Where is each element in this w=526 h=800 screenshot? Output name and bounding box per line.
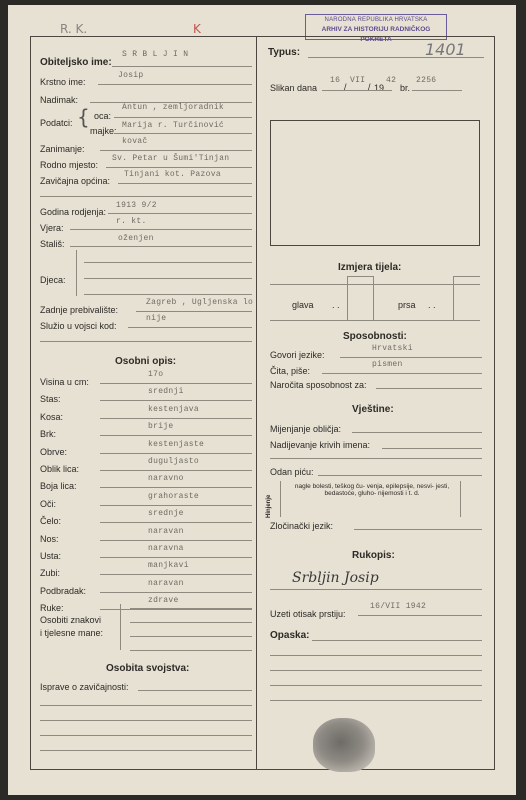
godina-rodjenja-value: 1913 9/2 (116, 201, 157, 210)
opaska-label: Opaska: (270, 630, 310, 641)
odan-line (318, 475, 482, 476)
opis-label: Visina u cm: (40, 377, 89, 387)
slikan-day: 16 (330, 76, 341, 85)
opaska-line-1 (312, 640, 482, 641)
br-line (412, 90, 462, 91)
prsa-label: prsa (398, 300, 416, 310)
stalis-line (70, 246, 252, 247)
opis-label: Oči: (40, 499, 57, 509)
rodno-mjesto-value: Sv. Petar u Šumi'Tinjan (112, 154, 230, 163)
hinjenje-text: nagle bolesti, teškog ču- venja, epilepsije, nesvi- jesti, bedastoće, gluho- nijemosti i t. d. (294, 483, 450, 497)
opis-label: Zubi: (40, 568, 61, 578)
osobiti-znakovi-label: Osobiti znakovi (40, 615, 102, 625)
sluzio-value: nije (146, 314, 167, 323)
obiteljsko-ime-value: S R B L J I N (122, 50, 189, 59)
column-divider (256, 36, 257, 770)
vjera-line (70, 229, 252, 230)
typus-number: 1401 (425, 40, 466, 59)
opaska-line-4 (270, 685, 482, 686)
zavicajna-opcina-value: Tinjani kot. Pazova (124, 170, 221, 179)
opis-line (100, 592, 252, 593)
opis-value: kestenjaste (148, 440, 205, 449)
stamp-line-1: NARODNA REPUBLIKA HRVATSKA (324, 17, 428, 23)
podatci-label: Podatci: (40, 118, 73, 128)
rukopis-title: Rukopis: (352, 550, 395, 561)
godina-rodjenja-label: Godina rodjenja: (40, 207, 107, 217)
red-mark: K (193, 22, 201, 36)
narocita-label: Naročita sposobnost za: (270, 380, 367, 390)
opis-value: naravno (148, 474, 184, 483)
svojstva-line-2 (40, 720, 252, 721)
opis-line (100, 487, 252, 488)
mijenjanje-line (352, 432, 482, 433)
fingerprint (313, 718, 375, 772)
opis-value: manjkavi (148, 561, 189, 570)
blank-line-1 (40, 196, 252, 197)
opis-value: brije (148, 422, 174, 431)
uzeti-line (358, 615, 482, 616)
svojstva-line-1 (40, 705, 252, 706)
krstno-ime-label: Krstno ime: (40, 77, 86, 87)
zadnje-prebivaliste-value: Zagreb , Ugljenska lo (146, 298, 254, 307)
znakovi-line-2 (130, 622, 252, 623)
opis-line (100, 383, 252, 384)
opis-label: Nos: (40, 534, 59, 544)
opis-line (100, 400, 252, 401)
vjestine-title: Vještine: (352, 404, 394, 415)
oca-line (114, 117, 252, 118)
mijenjanje-label: Mijenjanje obličja: (270, 424, 342, 434)
svojstva-line-3 (40, 735, 252, 736)
majke-line (114, 133, 252, 134)
cita-label: Čita, piše: (270, 366, 311, 376)
djeca-line-2 (84, 278, 252, 279)
opis-value: srednje (148, 509, 184, 518)
majke-value: Marija r. Turčinović (122, 121, 225, 130)
nadimak-label: Nadimak: (40, 95, 79, 105)
br-value: 2256 (416, 76, 437, 85)
slikan-label: Slikan dana (270, 83, 318, 93)
hinjenje-bracket-right (460, 481, 461, 517)
slikan-separator-2: / (368, 82, 371, 92)
prsa-dots: . . (428, 300, 436, 310)
znakovi-line-4 (130, 650, 252, 651)
krstno-ime-line (98, 84, 252, 85)
stalis-value: oženjen (118, 234, 154, 243)
izmjera-title: Izmjera tijela: (338, 262, 402, 273)
blank-line-2 (40, 341, 252, 342)
opis-line (100, 574, 252, 575)
slikan-year-prefix: 19 (374, 83, 385, 93)
vjera-label: Vjera: (40, 223, 64, 233)
rodno-mjesto-label: Rodno mjesto: (40, 160, 99, 170)
opis-value: 17o (148, 370, 164, 379)
znakovi-line-1 (130, 608, 252, 609)
opis-label: Podbradak: (40, 586, 87, 596)
opis-line (100, 453, 252, 454)
uzeti-value: 16/VII 1942 (370, 602, 427, 611)
sluzio-line (128, 327, 252, 328)
photo-frame (270, 120, 480, 246)
djeca-line-1 (84, 262, 252, 263)
zanimanje-label: Zanimanje: (40, 144, 85, 154)
glava-box-left (347, 276, 348, 320)
zlocinacki-line (354, 529, 482, 530)
opis-value: naravna (148, 544, 184, 553)
hinjenje-bracket-left (280, 481, 281, 517)
zanimanje-line (100, 150, 252, 151)
opis-label: Ruke: (40, 603, 64, 613)
opis-label: Usta: (40, 551, 62, 561)
narocita-line (376, 388, 482, 389)
opis-label: Kosa: (40, 412, 64, 422)
osobni-opis-title: Osobni opis: (115, 356, 177, 367)
rodno-mjesto-line (106, 167, 252, 168)
opis-line (100, 540, 252, 541)
slikan-month: VII (350, 76, 366, 85)
obiteljsko-ime-line (112, 66, 252, 67)
svojstva-line-4 (40, 750, 252, 751)
opaska-line-3 (270, 670, 482, 671)
zlocinacki-label: Zločinački jezik: (270, 521, 334, 531)
vjestine-blank-line (270, 458, 482, 459)
djeca-label: Djeca: (40, 275, 66, 285)
govori-line (340, 357, 482, 358)
djeca-bracket (76, 250, 77, 296)
isprave-label: Isprave o zavičajnosti: (40, 682, 129, 692)
opis-label: Čelo: (40, 516, 62, 526)
zavicajna-opcina-label: Zavičajna općina: (40, 176, 111, 186)
odan-label: Odan piću: (270, 467, 314, 477)
hinjenje-vertical-label: Hinjenje (266, 494, 272, 518)
nadijevanje-line (382, 448, 482, 449)
glava-box-right (373, 276, 374, 320)
opis-line (100, 505, 252, 506)
opis-line (100, 435, 252, 436)
opis-line (100, 557, 252, 558)
prsa-box-left (453, 276, 454, 320)
majke-label: majke: (90, 126, 117, 136)
prsa-box-top (453, 276, 480, 277)
znakovi-line-3 (130, 636, 252, 637)
zadnje-prebivaliste-line (136, 311, 252, 312)
opis-line (100, 609, 252, 610)
sluzio-label: Služio u vojsci kod: (40, 321, 117, 331)
stamp-line-2: ARHIV ZA HISTORIJU RADNIČKOG POKRETA (321, 26, 431, 43)
opis-value: zdrave (148, 596, 179, 605)
opis-line (100, 418, 252, 419)
podatci-brace: { (77, 105, 90, 129)
typus-line (308, 57, 484, 58)
typus-label: Typus: (268, 47, 301, 58)
uzeti-label: Uzeti otisak prstiju: (270, 609, 346, 619)
sposobnosti-title: Sposobnosti: (343, 331, 407, 342)
opis-label: Stas: (40, 394, 61, 404)
cita-line (322, 373, 482, 374)
slikan-separator-1: / (344, 82, 347, 92)
obiteljsko-ime-label: Obiteljsko ime: (40, 57, 112, 68)
izmjera-bottom-line (270, 320, 480, 321)
opis-value: srednji (148, 387, 184, 396)
govori-value: Hrvatski (372, 344, 413, 353)
opaska-line-2 (270, 655, 482, 656)
stalis-label: Stališ: (40, 239, 65, 249)
opaska-line-5 (270, 700, 482, 701)
vjera-value: r. kt. (116, 217, 147, 226)
oca-value: Antun , zemljoradnik (122, 103, 225, 112)
pencil-mark: R. K. (60, 22, 88, 36)
godina-rodjenja-line (108, 213, 252, 214)
djeca-line-3 (84, 294, 252, 295)
opis-label: Oblik lica: (40, 464, 80, 474)
opis-value: naravan (148, 579, 184, 588)
znakovi-bracket (120, 604, 121, 650)
zanimanje-value: kovač (122, 137, 148, 146)
rukopis-line (270, 589, 482, 590)
opis-value: kestenjava (148, 405, 200, 414)
opis-line (100, 470, 252, 471)
slikan-year: 42 (386, 76, 397, 85)
krstno-ime-value: Josip (118, 71, 144, 80)
zavicajna-opcina-line (118, 183, 252, 184)
zadnje-prebivaliste-label: Zadnje prebivalište: (40, 305, 119, 315)
isprave-line (138, 690, 252, 691)
opis-label: Boja lica: (40, 481, 77, 491)
opis-value: grahoraste (148, 492, 200, 501)
glava-dots: . . (332, 300, 340, 310)
signature: Srbljin Josip (292, 570, 379, 586)
osobita-svojstva-title: Osobita svojstva: (106, 663, 190, 674)
opis-value: duguljasto (148, 457, 200, 466)
izmjera-top-line (270, 284, 480, 285)
br-label: br. (400, 83, 411, 93)
glava-box-top (347, 276, 373, 277)
tjelesne-mane-label: i tjelesne mane: (40, 628, 104, 638)
oca-label: oca: (94, 111, 112, 121)
slikan-line (322, 90, 392, 91)
cita-value: pismen (372, 360, 403, 369)
opis-line (100, 522, 252, 523)
opis-label: Brk: (40, 429, 57, 439)
opis-value: naravan (148, 527, 184, 536)
glava-label: glava (292, 300, 314, 310)
nadijevanje-label: Nadijevanje krivih imena: (270, 440, 371, 450)
govori-label: Govori jezike: (270, 350, 325, 360)
opis-label: Obrve: (40, 447, 68, 457)
